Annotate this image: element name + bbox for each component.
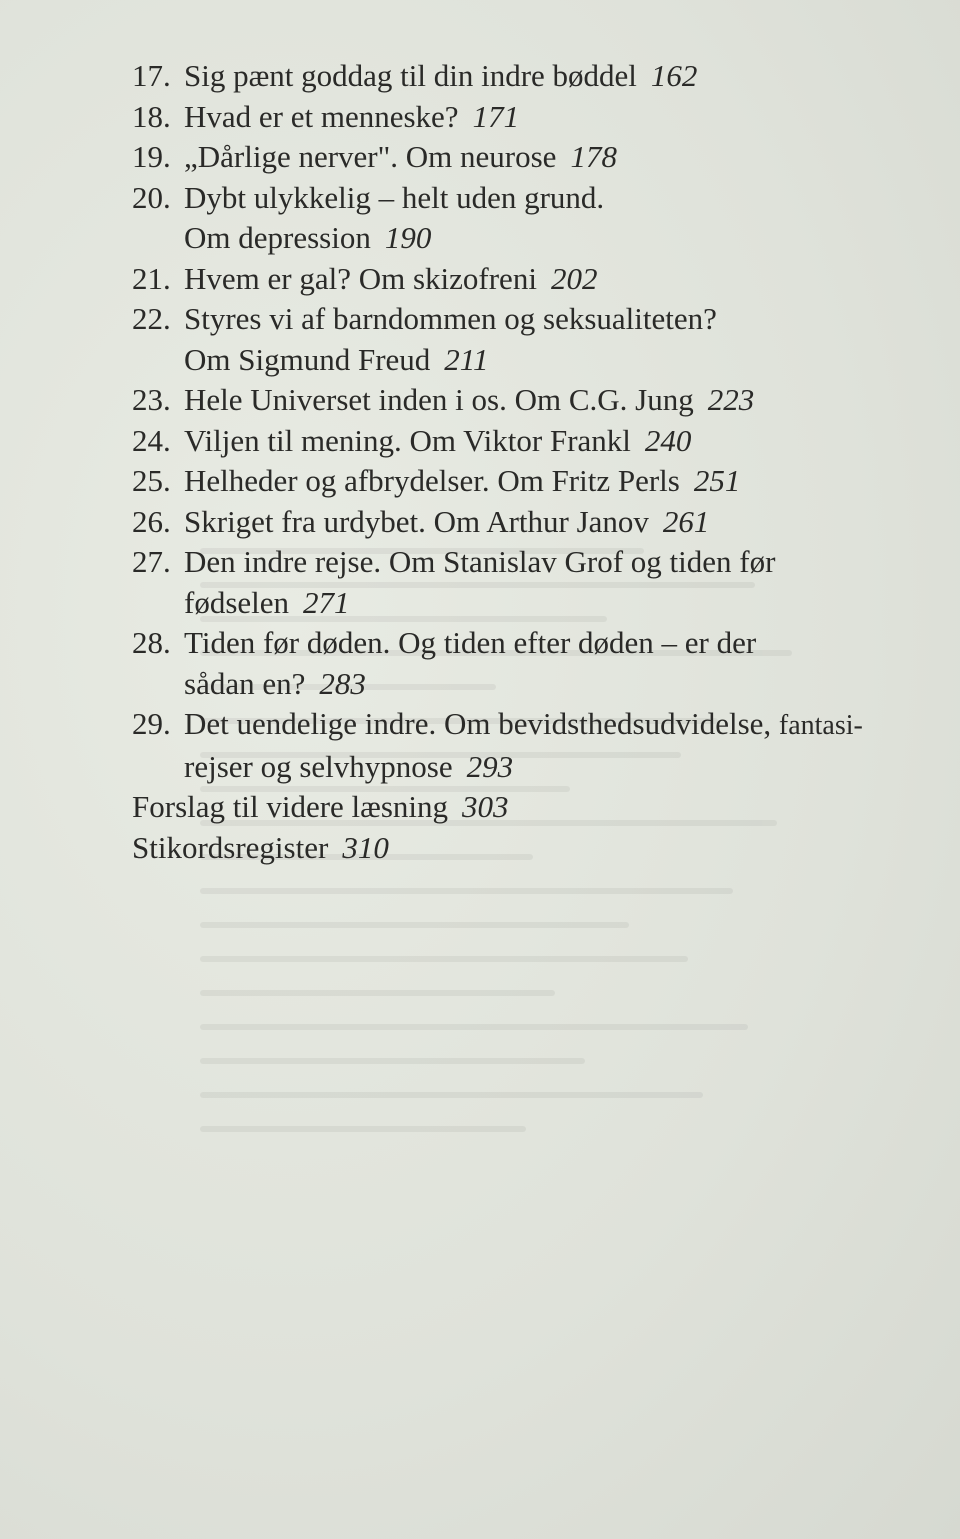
page-number: 293: [466, 748, 514, 784]
chapter-number: 25.: [132, 463, 171, 498]
section-title: Forslag til videre læsning: [132, 789, 449, 824]
toc-entry: [132, 502, 932, 543]
page-number: 261: [662, 503, 710, 539]
chapter-title: Viljen til mening. Om Viktor Frankl: [184, 422, 631, 458]
toc-back-matter: [132, 787, 932, 868]
chapter-number: 28.: [132, 625, 171, 660]
toc-entry: [132, 828, 932, 869]
chapter-title: Styres vi af barndommen og seksualiteten?: [184, 301, 717, 336]
chapter-title: rejser og selvhypnose: [184, 748, 453, 784]
chapter-title: fødselen: [184, 584, 290, 620]
table-of-contents: [132, 56, 932, 868]
toc-entries: [132, 56, 932, 787]
chapter-title: Om depression: [184, 220, 371, 255]
chapter-number: 21.: [132, 260, 171, 296]
chapter-title: Skriget fra urdybet. Om Arthur Janov: [184, 503, 649, 539]
page-number: 251: [693, 463, 741, 498]
toc-entry: [132, 137, 932, 178]
chapter-number: 24.: [132, 422, 171, 458]
chapter-number: 29.: [132, 706, 171, 741]
page-number: 303: [462, 789, 509, 824]
page-number: 211: [444, 341, 489, 377]
toc-entry: [132, 56, 932, 97]
page-number: 283: [319, 665, 366, 701]
chapter-title: Om Sigmund Freud: [184, 341, 431, 377]
toc-entry: [132, 461, 932, 502]
page-number: 162: [650, 58, 698, 93]
chapter-title: Den indre rejse. Om Stanislav Grof og tiden før: [184, 544, 776, 579]
chapter-title: Det uendelige indre. Om bevidsthedsudvidelse, fantasi-: [184, 706, 863, 741]
page-number: 223: [707, 382, 755, 417]
chapter-title: Dybt ulykkelig – helt uden grund.: [184, 179, 605, 215]
toc-entry: [132, 623, 932, 704]
chapter-title: Hvad er et menneske?: [184, 98, 459, 134]
page-number: 178: [570, 139, 617, 174]
page-number: 271: [303, 584, 350, 620]
chapter-number: 19.: [132, 139, 171, 174]
toc-entry: [132, 704, 932, 787]
chapter-title: „Dårlige nerver". Om neurose: [184, 139, 557, 174]
chapter-title: sådan en?: [184, 665, 306, 701]
chapter-title: Hele Universet inden i os. Om C.G. Jung: [184, 382, 694, 417]
toc-entry: [132, 787, 932, 828]
chapter-number: 18.: [132, 98, 171, 134]
toc-entry: [132, 178, 932, 259]
chapter-number: 26.: [132, 503, 171, 539]
chapter-number: 22.: [132, 301, 171, 336]
chapter-title: Helheder og afbrydelser. Om Fritz Perls: [184, 463, 680, 498]
chapter-number: 20.: [132, 179, 171, 215]
toc-entry: [132, 299, 932, 380]
chapter-title: Tiden før døden. Og tiden efter døden – er der: [184, 625, 757, 660]
chapter-title: Hvem er gal? Om skizofreni: [184, 260, 537, 296]
toc-entry: [132, 542, 932, 623]
chapter-number: 27.: [132, 544, 171, 579]
chapter-number: 23.: [132, 382, 171, 417]
page-number: 171: [472, 98, 520, 134]
chapter-title: Sig pænt goddag til din indre bøddel: [184, 58, 637, 93]
toc-entry: [132, 380, 932, 421]
toc-entry: [132, 421, 932, 462]
toc-entry: [132, 97, 932, 138]
section-title: Stikordsregister: [132, 829, 329, 865]
page-number: 240: [644, 422, 692, 458]
chapter-number: 17.: [132, 58, 171, 93]
toc-entry: [132, 259, 932, 300]
page-number: 310: [342, 829, 389, 865]
page-number: 202: [550, 260, 598, 296]
page-number: 190: [384, 220, 432, 255]
